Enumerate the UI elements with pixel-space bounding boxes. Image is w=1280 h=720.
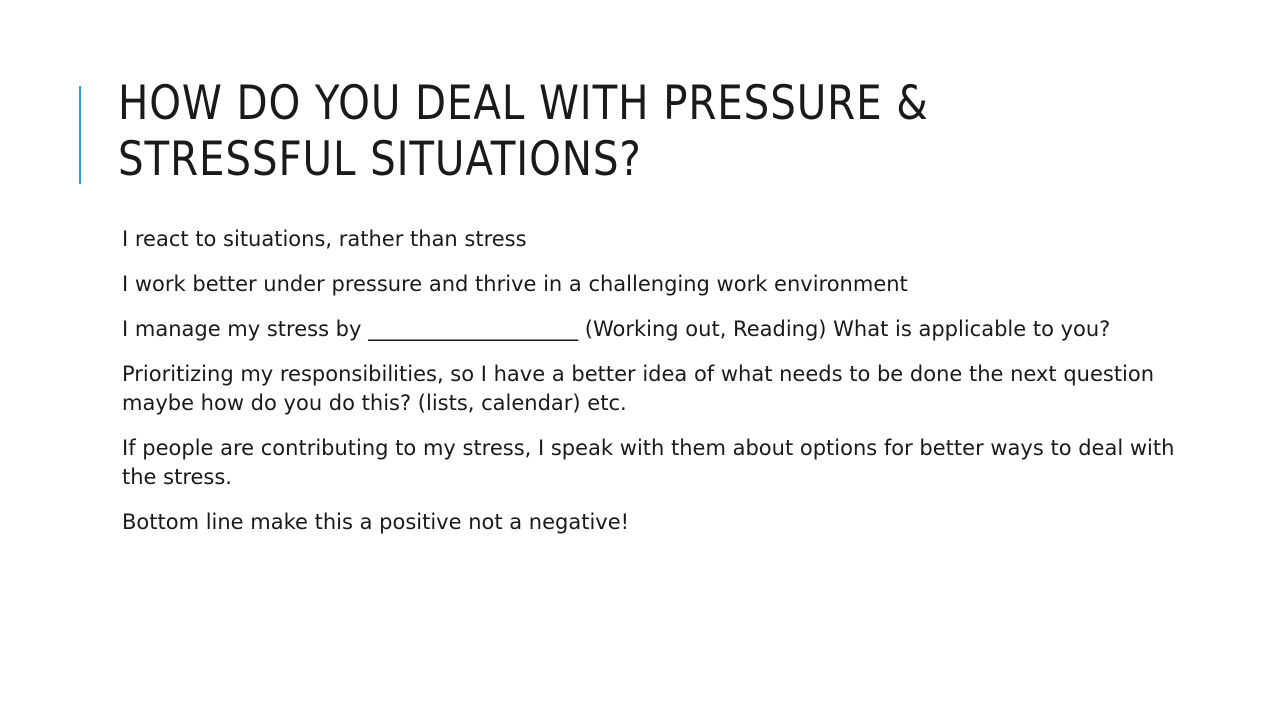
- list-item: Bottom line make this a positive not a negative!: [122, 510, 630, 534]
- body-list: [122, 225, 1182, 553]
- list-item: If people are contributing to my stress, I speak with them about options for better ways to deal with the stress.: [122, 436, 1175, 489]
- list-item: Prioritizing my responsibilities, so I have a better idea of what needs to be done the next question maybe how do you do this? (lists, calendar) etc.: [122, 362, 1155, 415]
- title-accent-bar: [79, 86, 81, 184]
- slide-title: HOW DO YOU DEAL WITH PRESSURE & STRESSFUL SITUATIONS?: [118, 76, 929, 187]
- list-item: I work better under pressure and thrive in a challenging work environment: [122, 272, 908, 296]
- list-item: I manage my stress by ____________________ (Working out, Reading) What is applicable to you?: [122, 317, 1111, 341]
- list-item: I react to situations, rather than stress: [122, 227, 527, 251]
